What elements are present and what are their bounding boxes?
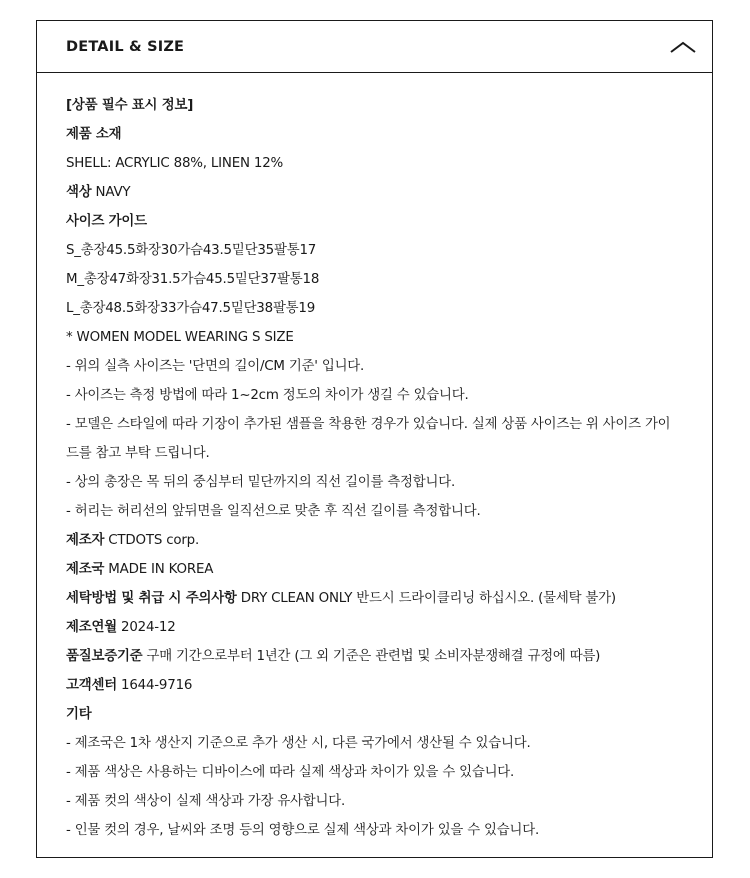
- etc-note-item: - 제품 컷의 색상이 실제 색상과 가장 유사합니다.: [66, 794, 346, 809]
- cs-row: [66, 671, 683, 700]
- color-row: [66, 178, 683, 207]
- date-label: 제조연월: [66, 620, 117, 635]
- warranty-row: [66, 642, 683, 671]
- etc-label: 기타: [66, 707, 92, 722]
- manufacturer-value: CTDOTS corp.: [108, 533, 200, 548]
- country-value: MADE IN KOREA: [108, 562, 214, 577]
- etc-note-item: - 제조국은 1차 생산지 기준으로 추가 생산 시, 다른 국가에서 생산될 수 있습니다.: [66, 736, 531, 751]
- date-row: [66, 613, 683, 642]
- manufacturer-label: 제조자: [66, 533, 105, 548]
- accordion-header[interactable]: [37, 21, 712, 73]
- note-item: - 허리는 허리선의 앞뒤면을 일직선으로 맞춘 후 직선 길이를 측정합니다.: [66, 504, 481, 519]
- note-item: - 상의 총장은 목 뒤의 중심부터 밑단까지의 직선 길이를 측정합니다.: [66, 475, 456, 490]
- country-label: 제조국: [66, 562, 105, 577]
- cs-label: 고객센터: [66, 678, 117, 693]
- size-row-s: S_총장45.5화장30가슴43.5밑단35팔통17: [66, 243, 317, 258]
- etc-note-item: - 제품 색상은 사용하는 디바이스에 따라 실제 색상과 차이가 있을 수 있습니다.: [66, 765, 515, 780]
- size-guide-label: 사이즈 가이드: [66, 214, 147, 229]
- cs-value: 1644-9716: [121, 678, 193, 693]
- size-row-m: M_총장47화장31.5가슴45.5밑단37팔통18: [66, 272, 320, 287]
- detail-size-panel: [36, 20, 713, 858]
- color-label: 색상: [66, 185, 92, 200]
- warranty-label: 품질보증기준: [66, 649, 143, 664]
- manufacturer-row: [66, 526, 683, 555]
- section-title: [상품 필수 표시 정보]: [66, 98, 194, 113]
- note-item: - 위의 실측 사이즈는 '단면의 길이/CM 기준' 입니다.: [66, 359, 365, 374]
- etc-note-item: - 인물 컷의 경우, 날씨와 조명 등의 영향으로 실제 색상과 차이가 있을 수 있습니다.: [66, 823, 540, 838]
- material-value: SHELL: ACRYLIC 88%, LINEN 12%: [66, 156, 284, 171]
- care-label: 세탁방법 및 취급 시 주의사항: [66, 591, 237, 606]
- care-row: [66, 584, 683, 613]
- country-row: [66, 555, 683, 584]
- size-row-l: L_총장48.5화장33가슴47.5밑단38팔통19: [66, 301, 316, 316]
- date-value: 2024-12: [121, 620, 176, 635]
- warranty-value: 구매 기간으로부터 1년간 (그 외 기준은 관련법 및 소비자분쟁해결 규정에 따름): [146, 649, 601, 664]
- panel-body: [37, 73, 712, 845]
- note-item: - 사이즈는 측정 방법에 따라 1~2cm 정도의 차이가 생길 수 있습니다.: [66, 388, 469, 403]
- model-note: * WOMEN MODEL WEARING S SIZE: [66, 330, 294, 345]
- note-item: - 모델은 스타일에 따라 기장이 추가된 샘플을 착용한 경우가 있습니다. 실제 상품 사이즈는 위 사이즈 가이드를 참고 부탁 드립니다.: [66, 417, 671, 461]
- panel-title: DETAIL & SIZE: [66, 38, 185, 55]
- color-value: NAVY: [95, 185, 131, 200]
- care-value: DRY CLEAN ONLY 반드시 드라이클리닝 하십시오. (물세탁 불가): [240, 591, 616, 606]
- chevron-up-icon[interactable]: [668, 37, 698, 57]
- material-label: 제품 소재: [66, 127, 122, 142]
